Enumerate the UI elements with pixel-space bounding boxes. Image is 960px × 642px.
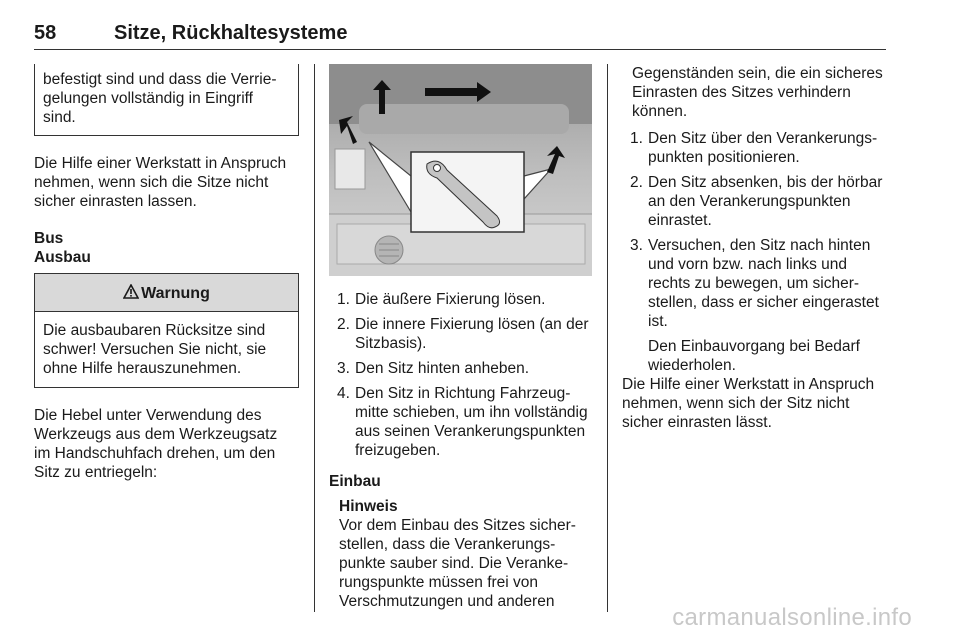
warning-header — [35, 274, 298, 312]
watermark: carmanualsonline.info — [672, 604, 912, 631]
section-title: Sitze, Rückhaltesysteme — [114, 22, 348, 44]
installation-steps-list — [622, 129, 888, 375]
column-middle — [329, 64, 592, 611]
heading-ausbau: Ausbau — [34, 249, 91, 266]
page-header — [34, 22, 347, 45]
heading-bus: Bus — [34, 230, 64, 247]
step-sub-text: Den Einbauvorgang bei Bedarf wiederholen. — [648, 338, 860, 374]
column-divider-1 — [314, 64, 315, 612]
list-item: 4. Den Sitz in Richtung Fahrzeug- mitte schieben, um ihn vollständig aus seinen Verankerungspunkten freizugeben. — [337, 385, 588, 459]
page-number: 58 — [34, 22, 57, 44]
removal-steps-list — [329, 290, 592, 460]
warning-text: Die ausbaubaren Rücksitze sind schwer! Versuchen Sie nicht, sie ohne Hilfe herauszunehmen. — [43, 322, 267, 377]
list-item: 2. Die innere Fixierung lösen (an der Sitzbasis). — [337, 316, 589, 352]
column-right — [622, 64, 888, 432]
heading-einbau: Einbau — [329, 473, 381, 490]
paragraph-workshop-help-end: Die Hilfe einer Werkstatt in Anspruch nehmen, wenn sich der Sitz nicht sicher einrasten lässt. — [622, 376, 875, 431]
list-item: 2. Den Sitz absenken, bis der hörbar an den Verankerungspunkten einrastet. — [630, 174, 883, 229]
column-divider-2 — [607, 64, 608, 612]
warning-title: Warnung — [141, 285, 210, 302]
note-continuation-text: Gegenständen sein, die ein sicheres Einrasten des Sitzes verhindern können. — [632, 65, 883, 120]
header-rule — [34, 49, 886, 50]
column-left — [34, 64, 299, 482]
paragraph-lever-instructions: Die Hebel unter Verwendung des Werkzeugs aus dem Werkzeugsatz im Handschuhfach drehen, um den Sitz zu entriegeln: — [34, 407, 278, 481]
list-item: 3. Den Sitz hinten anheben. — [337, 360, 530, 377]
list-item: 3. Versuchen, den Sitz nach hinten und vorn bzw. nach links und rechts zu bewegen, um sicher- stellen, dass er sicher eingerastet ist. Den Einbauvorgang bei Bedarf wiederholen. — [622, 236, 888, 375]
note-title: Hinweis — [339, 498, 398, 515]
seat-removal-illustration — [329, 64, 592, 276]
note-continuation — [622, 64, 888, 121]
list-item: 1. Den Sitz über den Verankerungs- punkten positionieren. — [630, 130, 878, 166]
box-continuation-text: befestigt sind und dass die Verrie- gelungen vollständig in Eingriff sind. — [43, 71, 277, 126]
note-text: Vor dem Einbau des Sitzes sicher- stellen, dass die Verankerungs- punkte sauber sind. Die Veranke- rungspunkte müssen frei von Verschmutzungen und anderen — [339, 517, 576, 610]
list-item: 1. Die äußere Fixierung lösen. — [337, 291, 546, 308]
note-box — [329, 497, 592, 611]
warning-box — [34, 273, 299, 388]
continued-warning-box — [34, 64, 299, 136]
paragraph-workshop-help: Die Hilfe einer Werkstatt in Anspruch nehmen, wenn sich die Sitze nicht sicher einrasten lassen. — [34, 155, 287, 210]
